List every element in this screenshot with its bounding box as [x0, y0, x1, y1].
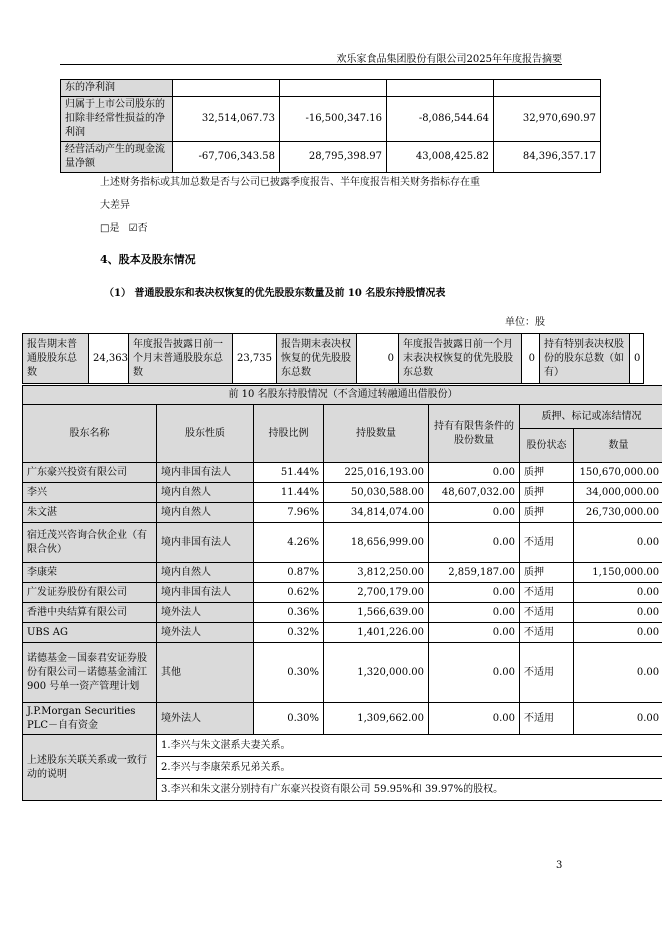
holder-name: 广东豪兴投资有限公司: [23, 463, 157, 483]
fin-cell: 28,795,398.97: [280, 142, 387, 173]
holder-name: 宿迁茂兴咨询合伙企业（有限合伙）: [23, 523, 157, 563]
holder-amount: 0.00: [574, 703, 662, 735]
holder-qty: 225,016,193.00: [324, 463, 429, 483]
holder-qty: 3,812,250.00: [324, 563, 429, 583]
holder-qty: 2,700,179.00: [324, 583, 429, 603]
holder-nature: 境内自然人: [157, 503, 254, 523]
fin-cell: [173, 80, 280, 97]
holder-amount: 1,150,000.00: [574, 563, 662, 583]
col-header-ratio: 持股比例: [254, 405, 324, 463]
relation-item: 2.李兴与李康荣系兄弟关系。: [157, 757, 662, 779]
summary-label: 报告期末表决权恢复的优先股股东总数: [277, 334, 357, 384]
financial-table: [60, 79, 601, 173]
fin-cell: -16,500,347.16: [280, 97, 387, 142]
holder-nature: 境内自然人: [157, 563, 254, 583]
holder-status: 质押: [520, 483, 574, 503]
holder-qty: 18,656,999.00: [324, 523, 429, 563]
holder-restricted: 48,607,032.00: [429, 483, 520, 503]
holder-status: 质押: [520, 503, 574, 523]
holder-name: 朱文湛: [23, 503, 157, 523]
col-header-pledge: 质押、标记或冻结情况: [520, 405, 662, 429]
table-row: [23, 643, 662, 703]
holder-qty: 1,401,226.00: [324, 623, 429, 643]
fin-cell: [387, 80, 494, 97]
table-row: [23, 503, 662, 523]
holder-qty: 34,814,074.00: [324, 503, 429, 523]
holder-amount: 34,000,000.00: [574, 483, 662, 503]
holder-nature: 境内非国有法人: [157, 463, 254, 483]
holder-restricted: 0.00: [429, 523, 520, 563]
holder-qty: 1,309,662.00: [324, 703, 429, 735]
holder-restricted: 0.00: [429, 623, 520, 643]
summary-value: 23,735: [233, 334, 277, 384]
holder-restricted: 0.00: [429, 503, 520, 523]
holder-ratio: 0.30%: [254, 703, 324, 735]
holder-amount: 150,670,000.00: [574, 463, 662, 483]
holder-amount: 0.00: [574, 603, 662, 623]
summary-label: 报告期末普通股股东总数: [23, 334, 89, 384]
summary-value: 24,363: [89, 334, 129, 384]
holder-nature: 境外法人: [157, 603, 254, 623]
summary-row: [23, 334, 644, 384]
holder-amount: 0.00: [574, 523, 662, 563]
holder-ratio: 51.44%: [254, 463, 324, 483]
summary-label: 年度报告披露日前一个月末表决权恢复的优先股股东总数: [399, 334, 522, 384]
fin-row: [61, 80, 601, 97]
holder-nature: 境内非国有法人: [157, 523, 254, 563]
holder-status: 不适用: [520, 623, 574, 643]
holder-ratio: 0.30%: [254, 643, 324, 703]
table-row: [23, 583, 662, 603]
holder-amount: 26,730,000.00: [574, 503, 662, 523]
table-row: [23, 563, 662, 583]
col-header-qty: 持股数量: [324, 405, 429, 463]
table-row: [23, 483, 662, 503]
holder-status: 不适用: [520, 703, 574, 735]
fin-cell: 84,396,357.17: [494, 142, 601, 173]
relation-item: 1.李兴与朱文湛系夫妻关系。: [157, 735, 662, 757]
holder-name: 广发证券股份有限公司: [23, 583, 157, 603]
note-line-2: 大差异: [100, 200, 130, 211]
holder-nature: 境内非国有法人: [157, 583, 254, 603]
holder-amount: 0.00: [574, 623, 662, 643]
holder-status: 质押: [520, 463, 574, 483]
col-header-restricted: 持有有限售条件的股份数量: [429, 405, 520, 463]
fin-cell: -8,086,544.64: [387, 97, 494, 142]
top10-shareholders-table: [22, 385, 662, 801]
table-row: [23, 623, 662, 643]
fin-cell: 32,970,690.97: [494, 97, 601, 142]
col-header-name: 股东名称: [23, 405, 157, 463]
holders-body: [23, 463, 662, 735]
checkbox-yes: □是: [100, 223, 120, 234]
holder-ratio: 0.36%: [254, 603, 324, 623]
holder-amount: 0.00: [574, 643, 662, 703]
top10-title: 前 10 名股东持股情况（不含通过转融通出借股份）: [23, 386, 662, 405]
fin-cell: [280, 80, 387, 97]
page-header: 欢乐家食品集团股份有限公司2025年年度报告摘要: [336, 54, 562, 65]
holder-name: 诺德基金－国泰君安证券股份有限公司－诺德基金浦江 900 号单一资产管理计划: [23, 643, 157, 703]
col-header-status: 股份状态: [520, 429, 574, 463]
holder-restricted: 0.00: [429, 583, 520, 603]
table-row: [23, 463, 662, 483]
section-title: 4、股本及股东情况: [100, 253, 196, 266]
holder-status: 质押: [520, 563, 574, 583]
holder-name: 李兴: [23, 483, 157, 503]
summary-value: 0: [630, 334, 644, 384]
holder-status: 不适用: [520, 583, 574, 603]
table-row: [23, 523, 662, 563]
fin-cell: 43,008,425.82: [387, 142, 494, 173]
fin-row: [61, 142, 601, 173]
relation-label: 上述股东关联关系或一致行动的说明: [23, 735, 157, 801]
col-header-amount: 数量: [574, 429, 662, 463]
header-rule: [60, 64, 562, 65]
holder-nature: 境内自然人: [157, 483, 254, 503]
holder-name: 香港中央结算有限公司: [23, 603, 157, 623]
fin-cell: [494, 80, 601, 97]
summary-label: 年度报告披露日前一个月末普通股股东总数: [129, 334, 233, 384]
fin-row: [61, 97, 601, 142]
summary-label: 持有特别表决权股份的股东总数（如有）: [540, 334, 630, 384]
holder-restricted: 0.00: [429, 703, 520, 735]
unit-label: 单位：股: [505, 317, 545, 328]
holder-nature: 其他: [157, 643, 254, 703]
holder-ratio: 11.44%: [254, 483, 324, 503]
fin-cell: 32,514,067.73: [173, 97, 280, 142]
page-number: 3: [556, 860, 563, 871]
summary-value: 0: [357, 334, 399, 384]
holder-name: UBS AG: [23, 623, 157, 643]
holder-nature: 境外法人: [157, 623, 254, 643]
holder-restricted: 0.00: [429, 463, 520, 483]
holder-name: J.P.Morgan Securities PLC－自有资金: [23, 703, 157, 735]
note-line-1: 上述财务指标或其加总数是否与公司已披露季度报告、半年度报告相关财务指标存在重: [100, 177, 480, 188]
holder-restricted: 0.00: [429, 643, 520, 703]
fin-label: 归属于上市公司股东的扣除非经常性损益的净利润: [61, 97, 173, 142]
col-header-nature: 股东性质: [157, 405, 254, 463]
holder-ratio: 7.96%: [254, 503, 324, 523]
holder-ratio: 4.26%: [254, 523, 324, 563]
holder-nature: 境外法人: [157, 703, 254, 735]
holder-qty: 1,566,639.00: [324, 603, 429, 623]
subsection-title: （1） 普通股股东和表决权恢复的优先股股东数量及前 10 名股东持股情况表: [104, 288, 446, 299]
holder-status: 不适用: [520, 523, 574, 563]
shareholder-summary-table: [22, 333, 644, 384]
holder-status: 不适用: [520, 643, 574, 703]
holder-restricted: 2,859,187.00: [429, 563, 520, 583]
holder-qty: 1,320,000.00: [324, 643, 429, 703]
fin-label: 东的净利润: [61, 80, 173, 97]
holder-ratio: 0.87%: [254, 563, 324, 583]
checkbox-no: ☑否: [128, 223, 148, 234]
holder-amount: 0.00: [574, 583, 662, 603]
fin-label: 经营活动产生的现金流量净额: [61, 142, 173, 173]
fin-cell: -67,706,343.58: [173, 142, 280, 173]
table-row: [23, 603, 662, 623]
relation-item: 3.李兴和朱文湛分别持有广东豪兴投资有限公司 59.95%和 39.97%的股权。: [157, 779, 662, 801]
holder-ratio: 0.62%: [254, 583, 324, 603]
holder-ratio: 0.32%: [254, 623, 324, 643]
holder-qty: 50,030,588.00: [324, 483, 429, 503]
holder-status: 不适用: [520, 603, 574, 623]
difference-checkboxes: [100, 219, 148, 234]
holder-restricted: 0.00: [429, 603, 520, 623]
holder-name: 李康荣: [23, 563, 157, 583]
table-row: [23, 703, 662, 735]
summary-value: 0: [522, 334, 540, 384]
